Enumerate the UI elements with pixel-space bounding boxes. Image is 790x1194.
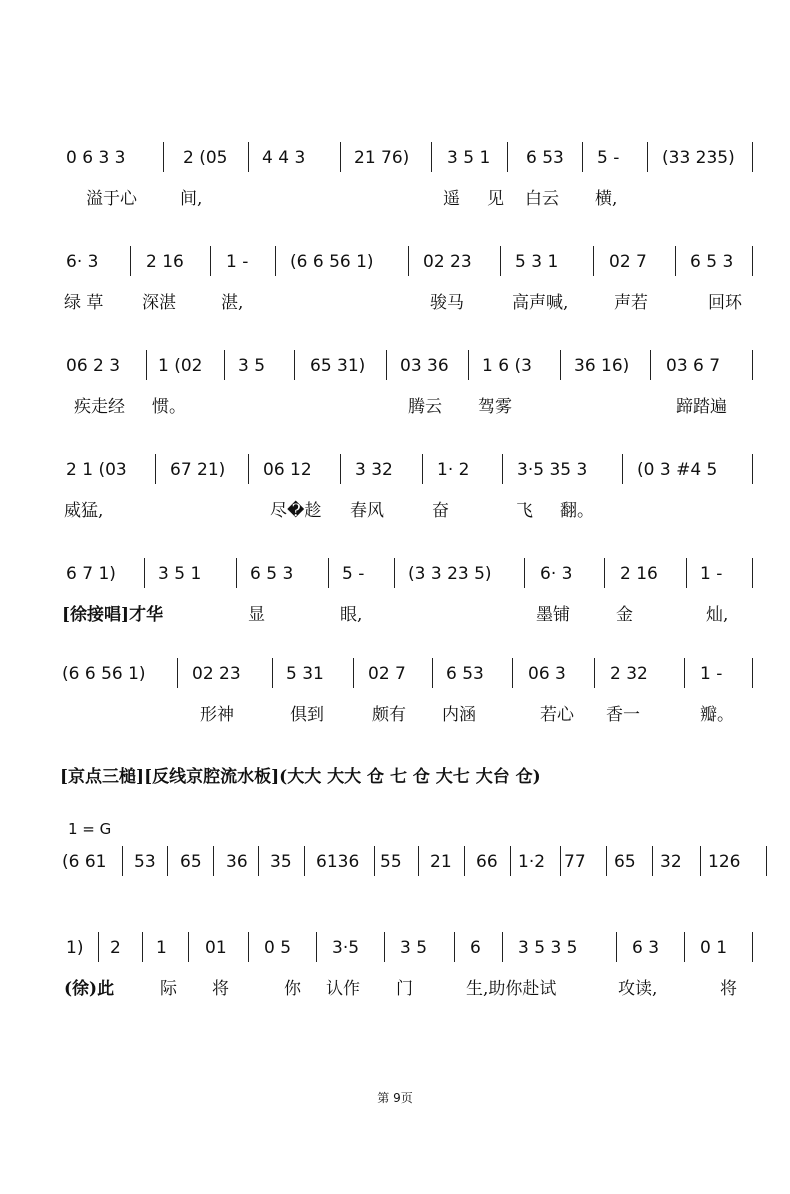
lyric: 深湛 bbox=[142, 293, 176, 313]
note-group: 53 bbox=[134, 852, 156, 872]
note-group: (6 61 bbox=[62, 852, 107, 872]
lyric: 内涵 bbox=[442, 705, 476, 725]
note-group: 77 bbox=[564, 852, 586, 872]
note-group: 1) bbox=[66, 938, 84, 958]
note-group: 01 bbox=[205, 938, 227, 958]
note-group: 3·5 35 3 bbox=[517, 460, 588, 480]
note-group: 66 bbox=[476, 852, 498, 872]
note-group: 03 6 7 bbox=[666, 356, 721, 376]
lyric: 墨铺 bbox=[536, 605, 570, 625]
lyric: 形神 bbox=[200, 705, 234, 725]
note-group: 35 bbox=[270, 852, 292, 872]
lyric: 攻读, bbox=[618, 979, 658, 999]
note-group: 55 bbox=[380, 852, 402, 872]
note-group: 6 bbox=[470, 938, 481, 958]
note-group: 0 6 3 3 bbox=[66, 148, 126, 168]
note-group: 65 bbox=[180, 852, 202, 872]
note-group: 06 3 bbox=[528, 664, 566, 684]
note-group: 3 5 bbox=[238, 356, 266, 376]
note-group: 1 - bbox=[700, 564, 723, 584]
note-group: 0 1 bbox=[700, 938, 728, 958]
note-group: 2 16 bbox=[146, 252, 184, 272]
note-group: 3 5 1 bbox=[158, 564, 202, 584]
note-group: 6 7 1) bbox=[66, 564, 116, 584]
note-group: 6· 3 bbox=[66, 252, 99, 272]
lyric: [徐接唱]才华 bbox=[62, 605, 164, 625]
lyric: 驾雾 bbox=[478, 397, 512, 417]
note-group: 6· 3 bbox=[540, 564, 573, 584]
note-group: 06 2 3 bbox=[66, 356, 121, 376]
lyric: 瓣。 bbox=[700, 705, 734, 725]
lyric: 腾云 bbox=[408, 397, 442, 417]
lyric: 金 bbox=[616, 605, 633, 625]
note-group: 2 bbox=[110, 938, 121, 958]
lyric: 显 bbox=[248, 605, 265, 625]
lyric: 奋 bbox=[432, 501, 449, 521]
lyric: 声若 bbox=[614, 293, 648, 313]
lyric: 将 bbox=[212, 979, 229, 999]
lyric: (徐)此 bbox=[64, 979, 115, 999]
note-group: 1 bbox=[156, 938, 167, 958]
note-group: 1 - bbox=[226, 252, 249, 272]
note-group: 1 (02 bbox=[158, 356, 203, 376]
note-group: 3 5 bbox=[400, 938, 428, 958]
lyric: 尽�趁 bbox=[270, 501, 322, 521]
section-header: [京点三槌][反线京腔流水板](大大 大大 仓 七 仓 大七 大台 仓) bbox=[60, 767, 541, 787]
note-group: 65 bbox=[614, 852, 636, 872]
page-number: 第 9页 bbox=[377, 1091, 413, 1105]
lyric: 蹄踏遍 bbox=[676, 397, 727, 417]
note-group: 21 bbox=[430, 852, 452, 872]
note-group: (6 6 56 1) bbox=[62, 664, 146, 684]
lyric: 溢于心 bbox=[86, 189, 137, 209]
lyric: 门 bbox=[396, 979, 413, 999]
note-group: 6 5 3 bbox=[250, 564, 294, 584]
note-group: 36 16) bbox=[574, 356, 630, 376]
note-group: 2 16 bbox=[620, 564, 658, 584]
lyric: 湛, bbox=[221, 293, 244, 313]
note-group: 32 bbox=[660, 852, 682, 872]
lyric: 遥 bbox=[443, 189, 460, 209]
lyric: 惯。 bbox=[152, 397, 186, 417]
note-group: 1·2 bbox=[518, 852, 546, 872]
lyric: 香一 bbox=[606, 705, 640, 725]
lyric: 你 bbox=[284, 979, 301, 999]
lyric: 颇有 bbox=[372, 705, 406, 725]
note-group: 4 4 3 bbox=[262, 148, 306, 168]
lyric: 眼, bbox=[340, 605, 363, 625]
note-group: 02 23 bbox=[423, 252, 472, 272]
lyric: 俱到 bbox=[290, 705, 324, 725]
note-group: 6 53 bbox=[526, 148, 564, 168]
note-group: 02 7 bbox=[609, 252, 647, 272]
note-group: 0 5 bbox=[264, 938, 292, 958]
note-group: 3 32 bbox=[355, 460, 393, 480]
lyric: 疾走经 bbox=[74, 397, 125, 417]
lyric: 灿, bbox=[706, 605, 729, 625]
note-group: 126 bbox=[708, 852, 741, 872]
lyric: 生,助你赴试 bbox=[466, 979, 557, 999]
lyric: 间, bbox=[180, 189, 203, 209]
lyric: 若心 bbox=[540, 705, 574, 725]
note-group: 3 5 3 5 bbox=[518, 938, 578, 958]
lyric: 回环 bbox=[708, 293, 742, 313]
note-group: 6 53 bbox=[446, 664, 484, 684]
note-group: (0 3 #4 5 bbox=[637, 460, 718, 480]
note-group: 02 7 bbox=[368, 664, 406, 684]
note-group: 02 23 bbox=[192, 664, 241, 684]
note-group: 1 - bbox=[700, 664, 723, 684]
note-group: 5 - bbox=[597, 148, 620, 168]
lyric: 飞 bbox=[516, 501, 533, 521]
note-group: 2 32 bbox=[610, 664, 648, 684]
lyric: 认作 bbox=[326, 979, 360, 999]
lyric: 威猛, bbox=[64, 501, 104, 521]
note-group: 6 3 bbox=[632, 938, 660, 958]
key-signature: 1 = G bbox=[68, 820, 112, 838]
lyric: 横, bbox=[595, 189, 618, 209]
lyric: 春风 bbox=[350, 501, 384, 521]
lyric: 骏马 bbox=[430, 293, 464, 313]
note-group: (6 6 56 1) bbox=[290, 252, 374, 272]
note-group: (33 235) bbox=[662, 148, 735, 168]
lyric: 将 bbox=[720, 979, 737, 999]
note-group: 5 - bbox=[342, 564, 365, 584]
note-group: 6 5 3 bbox=[690, 252, 734, 272]
note-group: 6136 bbox=[316, 852, 360, 872]
note-group: (3 3 23 5) bbox=[408, 564, 492, 584]
note-group: 65 31) bbox=[310, 356, 366, 376]
note-group: 1 6 (3 bbox=[482, 356, 532, 376]
note-group: 36 bbox=[226, 852, 248, 872]
note-group: 03 36 bbox=[400, 356, 449, 376]
lyric: 绿 草 bbox=[64, 293, 104, 313]
note-group: 06 12 bbox=[263, 460, 312, 480]
note-group: 5 3 1 bbox=[515, 252, 559, 272]
lyric: 高声喊, bbox=[512, 293, 569, 313]
lyric: 际 bbox=[160, 979, 177, 999]
lyric: 翻。 bbox=[560, 501, 594, 521]
note-group: 5 31 bbox=[286, 664, 324, 684]
note-group: 3 5 1 bbox=[447, 148, 491, 168]
note-group: 67 21) bbox=[170, 460, 226, 480]
note-group: 1· 2 bbox=[437, 460, 470, 480]
lyric: 白云 bbox=[525, 189, 559, 209]
note-group: 21 76) bbox=[354, 148, 410, 168]
note-group: 2 (05 bbox=[183, 148, 228, 168]
note-group: 2 1 (03 bbox=[66, 460, 127, 480]
note-group: 3·5 bbox=[332, 938, 360, 958]
lyric: 见 bbox=[487, 189, 504, 209]
